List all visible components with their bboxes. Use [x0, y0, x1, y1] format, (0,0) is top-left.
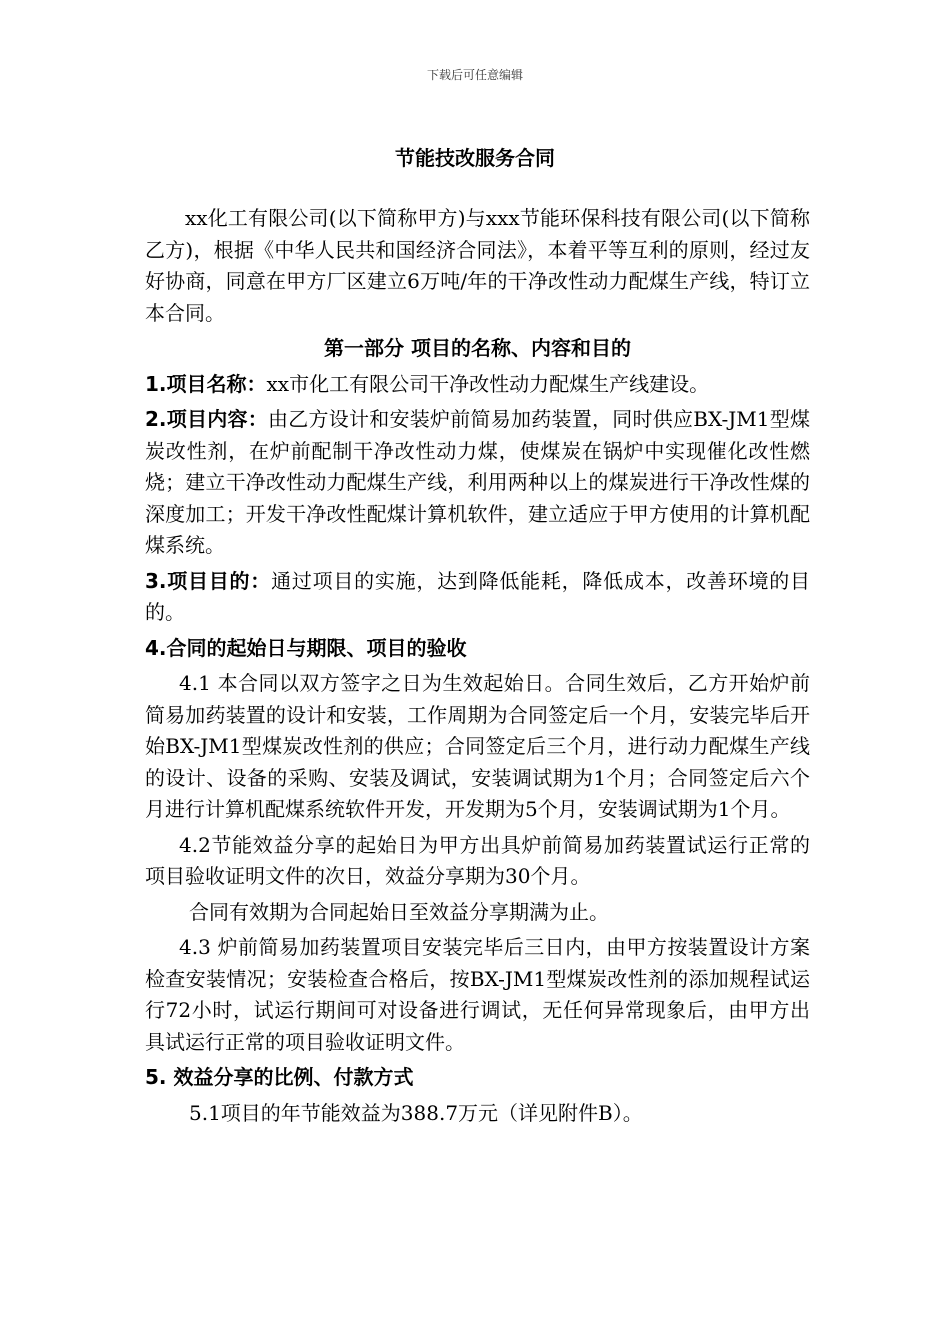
section4-heading: 4.合同的起始日与期限、项目的验收	[145, 635, 467, 660]
intro-paragraph: xx化工有限公司(以下简称甲方)与xxx节能环保科技有限公司(以下简称乙方)，根据《中华人民共和国经济合同法》，本着平等互利的原则，经过友好协商，同意在甲方厂区建立6万吨/年的干净改性动力配煤生产线，特订立本合同。	[145, 206, 810, 325]
item-text: 通过项目的实施，达到降低能耗，降低成本，改善环境的目的。	[145, 568, 811, 624]
section5-paragraph: 5.1项目的年节能效益为388.7万元（详见附件B）。	[189, 1100, 643, 1125]
item-text: 由乙方设计和安装炉前简易加药装置，同时供应BX-JM1型煤炭改性剂，在炉前配制干净改性动力煤，使煤炭在锅炉中实现催化改性燃烧；建立干净改性动力配煤生产线，利用两种以上的煤炭进行干净改性煤的深度加工；开发干净改性配煤计算机软件，建立适应于甲方使用的计算机配煤系统。	[145, 407, 811, 557]
document-title: 节能技改服务合同	[395, 146, 555, 170]
header-note: 下载后可任意编辑	[426, 68, 523, 82]
item-project-purpose	[145, 566, 810, 629]
part1-heading: 第一部分 项目的名称、内容和目的	[324, 336, 631, 360]
item-text: xx市化工有限公司干净改性动力配煤生产线建设。	[266, 371, 710, 396]
item-project-content	[145, 404, 810, 562]
item-label: 2.项目内容：	[145, 407, 269, 431]
section5-heading: 5. 效益分享的比例、付款方式	[145, 1065, 414, 1089]
item-label: 1.项目名称：	[145, 371, 267, 396]
item-project-name	[145, 369, 810, 401]
document-body	[145, 203, 810, 1129]
section4-paragraph: 4.2节能效益分享的起始日为甲方出具炉前简易加药装置试运行正常的项目验收证明文件的次日，效益分享期为30个月。	[145, 832, 810, 888]
section4-paragraph: 4.3 炉前简易加药装置项目安装完毕后三日内，由甲方按装置设计方案检查安装情况；安装检查合格后，按BX-JM1型煤炭改性剂的添加规程试运行72小时，试运行期间可对设备进行调试，无任何异常现象后，由甲方出具试运行正常的项目验收证明文件。	[145, 935, 810, 1054]
item-label: 3.项目目的：	[145, 568, 272, 593]
section4-paragraph: 4.1 本合同以双方签字之日为生效起始日。合同生效后，乙方开始炉前简易加药装置的设计和安装，工作周期为合同签定后一个月，安装完毕后开始BX-JM1型煤炭改性剂的供应；合同签定后三个月，进行动力配煤生产线的设计、设备的采购、安装及调试，安装调试期为1个月；合同签定后六个月进行计算机配煤系统软件开发，开发期为5个月，安装调试期为1个月。	[145, 671, 810, 821]
section4-paragraph: 合同有效期为合同起始日至效益分享期满为止。	[189, 899, 609, 924]
